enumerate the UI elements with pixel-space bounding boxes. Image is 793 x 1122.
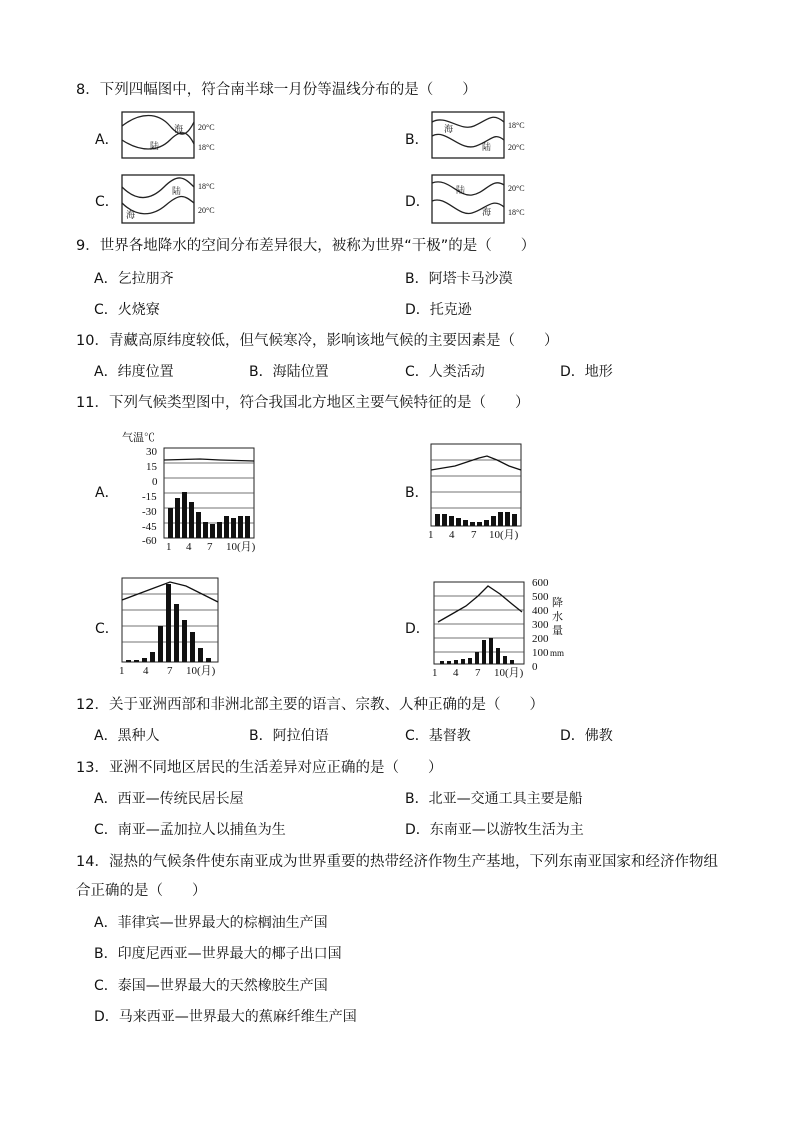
precip-bar-10	[503, 656, 507, 664]
precip-bar-7	[482, 640, 486, 664]
isotherm-value-top: 20°C	[508, 184, 525, 193]
q10-option-a[interactable]: A．纬度位置	[94, 364, 174, 380]
x-tick-10: 10(月)	[494, 667, 524, 679]
q8-option-b-letter[interactable]: B．	[405, 132, 429, 148]
precip-bar-4	[150, 652, 155, 662]
precip-bar-6	[203, 522, 208, 538]
precip-bar-9	[496, 648, 500, 664]
q12-option-c[interactable]: C．基督教	[405, 728, 471, 744]
q13-option-b[interactable]: B．北亚—交通工具主要是船	[405, 791, 583, 807]
x-tick-7: 7	[471, 529, 477, 541]
isotherm-line-lower	[432, 134, 504, 147]
precip-axis-char-3: 量	[552, 625, 563, 637]
q14-option-d[interactable]: D．马来西亚—世界最大的蕉麻纤维生产国	[94, 1009, 357, 1025]
x-tick-4: 4	[449, 529, 455, 541]
isotherm-value-bottom: 20°C	[198, 206, 215, 215]
precip-tick-500: 500	[532, 591, 549, 603]
region-label-top: 海	[174, 124, 184, 134]
precip-bar-4	[461, 659, 465, 664]
temp-tick-0: 0	[152, 476, 158, 488]
x-tick-1: 1	[166, 541, 172, 553]
precip-bar-2	[134, 660, 139, 662]
precip-bar-9	[224, 516, 229, 538]
q12-option-b[interactable]: B．阿拉伯语	[249, 728, 329, 744]
precip-bar-1	[126, 660, 131, 662]
precipitation-bars	[440, 638, 514, 664]
temperature-line	[438, 586, 522, 622]
temperature-line	[164, 459, 254, 461]
region-label-top: 陆	[456, 185, 466, 195]
q11-option-d-letter[interactable]: D．	[405, 621, 430, 637]
precip-bar-6	[166, 584, 171, 662]
precipitation-bars	[168, 492, 250, 538]
temperature-line	[431, 456, 521, 470]
region-label-bottom: 陆	[150, 141, 160, 151]
precip-bar-5	[463, 520, 468, 526]
q10-option-c[interactable]: C．人类活动	[405, 364, 485, 380]
precip-bar-8	[217, 522, 222, 538]
isotherm-value-top: 20°C	[198, 123, 215, 132]
isotherm-line-upper	[432, 182, 504, 195]
precip-bar-4	[456, 518, 461, 526]
q8-option-c-letter[interactable]: C．	[95, 194, 119, 210]
precip-bar-8	[489, 638, 493, 664]
q8-option-a-isotherm-figure	[120, 110, 230, 162]
temp-tick-minus45: -45	[142, 521, 157, 533]
temp-tick-minus30: -30	[142, 506, 157, 518]
precip-bar-7	[174, 604, 179, 662]
q11-option-a-letter[interactable]: A．	[95, 485, 119, 501]
isotherm-value-top: 18°C	[198, 182, 215, 191]
question-11-text: 11．下列气候类型图中，符合我国北方地区主要气候特征的是（ ）	[76, 395, 530, 411]
precip-bar-11	[206, 658, 211, 662]
precip-bar-3	[142, 658, 147, 662]
precipitation-bars	[435, 512, 517, 526]
precip-bar-5	[158, 626, 163, 662]
question-14-text-line1: 14．湿热的气候条件使东南亚成为世界重要的热带经济作物生产基地，下列东南亚国家和经济作物组	[76, 854, 718, 870]
x-tick-1: 1	[432, 667, 438, 679]
q11-option-c-letter[interactable]: C．	[95, 621, 119, 637]
precip-tick-400: 400	[532, 605, 549, 617]
temp-tick-minus60: -60	[142, 535, 157, 547]
q11-option-b-letter[interactable]: B．	[405, 485, 429, 501]
q8-option-c-isotherm-figure	[120, 173, 230, 227]
x-tick-4: 4	[453, 667, 459, 679]
precip-bar-3	[182, 492, 187, 538]
precip-tick-300: 300	[532, 619, 549, 631]
precip-bar-1	[435, 514, 440, 526]
x-tick-4: 4	[186, 541, 192, 553]
q9-option-d[interactable]: D．托克逊	[405, 302, 472, 318]
temp-tick-minus15: -15	[142, 491, 157, 503]
isotherm-line-upper	[122, 178, 194, 198]
x-tick-1: 1	[119, 665, 125, 677]
region-label-bottom: 陆	[482, 142, 492, 152]
isotherm-line-lower	[432, 200, 504, 214]
q12-option-a[interactable]: A．黑种人	[94, 728, 160, 744]
q10-option-d[interactable]: D．地形	[560, 364, 613, 380]
region-label-bottom: 海	[126, 210, 136, 220]
q8-option-d-letter[interactable]: D．	[405, 194, 430, 210]
precip-bar-7	[210, 524, 215, 538]
x-tick-4: 4	[143, 665, 149, 677]
temp-axis-title: 气温℃	[122, 432, 155, 444]
x-tick-1: 1	[428, 529, 434, 541]
precip-tick-200: 200	[532, 633, 549, 645]
precip-bar-11	[510, 660, 514, 664]
q14-option-b[interactable]: B．印度尼西亚—世界最大的椰子出口国	[94, 946, 342, 962]
precip-axis-char-2: 水	[552, 611, 563, 623]
precip-axis-char-1: 降	[552, 597, 563, 609]
x-tick-10: 10(月)	[186, 665, 216, 677]
precip-bar-2	[442, 514, 447, 526]
question-9-text: 9．世界各地降水的空间分布差异很大，被称为世界“干极”的是（ ）	[76, 238, 536, 254]
precip-tick-100: 100	[532, 647, 549, 659]
precip-bar-2	[447, 661, 451, 664]
q13-option-a[interactable]: A．西亚—传统民居长屋	[94, 791, 244, 807]
q11-chart-a	[120, 426, 260, 552]
precip-bar-12	[512, 514, 517, 526]
precip-tick-600: 600	[532, 577, 549, 589]
question-12-text: 12．关于亚洲西部和非洲北部主要的语言、宗教、人种正确的是（ ）	[76, 697, 544, 713]
precip-bar-6	[475, 652, 479, 664]
question-14-text-line2: 合正确的是（ ）	[76, 883, 207, 899]
q9-option-b[interactable]: B．阿塔卡马沙漠	[405, 271, 513, 287]
precip-bar-2	[175, 498, 180, 538]
precip-bar-12	[245, 516, 250, 538]
precip-bar-9	[190, 632, 195, 662]
precip-bar-6	[470, 522, 475, 526]
q12-option-d[interactable]: D．佛教	[560, 728, 613, 744]
q13-option-d[interactable]: D．东南亚—以游牧生活为主	[405, 822, 584, 838]
q14-option-c[interactable]: C．泰国—世界最大的天然橡胶生产国	[94, 978, 328, 994]
precip-bar-1	[440, 661, 444, 664]
x-tick-7: 7	[475, 667, 481, 679]
precip-bar-10	[498, 512, 503, 526]
q14-option-a[interactable]: A．菲律宾—世界最大的棕榈油生产国	[94, 915, 328, 931]
region-label-top: 海	[444, 124, 454, 134]
question-8-text: 8．下列四幅图中，符合南半球一月份等温线分布的是（ ）	[76, 82, 477, 98]
x-tick-7: 7	[207, 541, 213, 553]
precip-bar-5	[196, 512, 201, 538]
x-tick-7: 7	[167, 665, 173, 677]
temp-tick-15: 15	[146, 461, 157, 473]
q9-option-a[interactable]: A．乞拉朋齐	[94, 271, 174, 287]
precipitation-bars	[126, 584, 211, 662]
q8-option-a-letter[interactable]: A．	[95, 132, 119, 148]
precip-bar-8	[484, 520, 489, 526]
precip-bar-10	[231, 518, 236, 538]
precip-bar-5	[468, 658, 472, 664]
precip-bar-4	[189, 502, 194, 538]
precip-bar-11	[505, 512, 510, 526]
precip-bar-10	[198, 648, 203, 662]
isotherm-value-bottom: 20°C	[508, 143, 525, 152]
isotherm-value-bottom: 18°C	[198, 143, 215, 152]
q11-chart-b	[425, 440, 545, 544]
isotherm-line-upper	[432, 117, 504, 127]
x-tick-10: 10(月)	[226, 541, 256, 553]
q9-option-c[interactable]: C．火烧寮	[94, 302, 160, 318]
precip-bar-9	[491, 516, 496, 526]
precip-bar-8	[182, 620, 187, 662]
precip-bar-3	[454, 660, 458, 664]
question-13-text: 13．亚洲不同地区居民的生活差异对应正确的是（ ）	[76, 760, 443, 776]
temp-tick-30: 30	[146, 446, 157, 458]
precip-bar-1	[168, 508, 173, 538]
question-10-text: 10．青藏高原纬度较低，但气候寒冷，影响该地气候的主要因素是（ ）	[76, 333, 559, 349]
precip-unit: mm	[550, 648, 565, 658]
precip-bar-11	[238, 516, 243, 538]
q11-chart-d	[428, 576, 565, 680]
isotherm-value-bottom: 18°C	[508, 208, 525, 217]
isotherm-value-top: 18°C	[508, 121, 525, 130]
precip-bar-3	[449, 516, 454, 526]
precip-tick-0: 0	[532, 661, 538, 673]
q13-option-c[interactable]: C．南亚—孟加拉人以捕鱼为生	[94, 822, 286, 838]
region-label-top: 陆	[172, 186, 182, 196]
q8-option-b-isotherm-figure	[430, 110, 540, 162]
precip-bar-7	[477, 522, 482, 526]
region-label-bottom: 海	[482, 207, 492, 217]
q11-chart-c	[116, 576, 246, 680]
q8-option-d-isotherm-figure	[430, 173, 540, 227]
isotherm-line-upper	[122, 116, 194, 135]
q10-option-b[interactable]: B．海陆位置	[249, 364, 329, 380]
x-tick-10: 10(月)	[489, 529, 519, 541]
